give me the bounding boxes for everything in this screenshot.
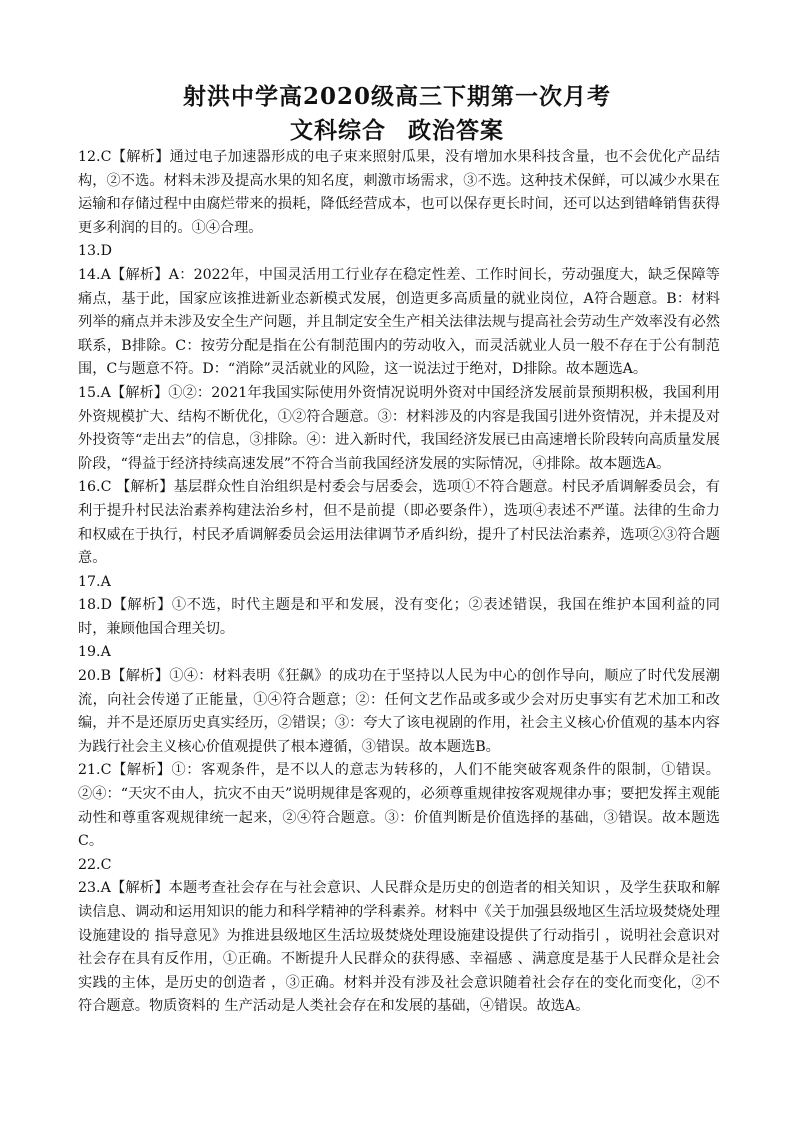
answer-item-21: 21.C【解析】①：客观条件，是不以人的意志为转移的，人们不能突破客观条件的限制，①错误。 ②④：“天灾不由人，抗灾不由天”说明规律是客观的，必须尊重规律按客观规律办事；要把发挥主观能动性和尊重客观规律统一起来，②④符合题意。③：价值判断是价值选择的基础，③错误。故本题选C。	[78, 762, 720, 850]
answer-item-12: 12.C【解析】通过电子加速器形成的电子束来照射瓜果，没有增加水果科技含量，也不会优化产品结构，②不选。材料未涉及提高水果的知名度，刺激市场需求，③不选。这种技术保鲜，可以减少水果在运输和存储过程中由腐烂带来的损耗，降低经营成本，也可以保存更长时间，还可以达到错峰销售获得更多利润的目的。①④合理。	[78, 149, 720, 236]
answer-item-13: 13.D	[78, 243, 112, 260]
answer-item-23: 23.A【解析】本题考查社会存在与社会意识、人民群众是历史的创造者的相关知识 ，及学生获取和解读信息、调动和运用知识的能力和科学精神的学科素养。材料中《关于加强县级地区生活垃圾焚烧处理设施建设的 指导意见》为推进县级地区生活垃圾焚烧处理设施建设提供了行动指引 ，说明社会意识对社会存在具有反作用，①正确。不断提升人民群众的获得感、幸福感 、满意度是基于人民群众是社会实践的主体，是历史的创造者 ，③正确。材料并没有涉及社会意识随着社会存在的变化而变化，②不符合题意。物质资料的 生产活动是人类社会存在和发展的基础，④错误。故选A。	[78, 880, 720, 1015]
document-title: 射洪中学高2020级高三下期第一次月考	[182, 83, 611, 110]
subtitle-subject: 文科综合	[290, 117, 386, 144]
answer-item-20: 20.B【解析】①④：材料表明《狂飙》的成功在于坚持以人民为中心的创作导向，顺应了时代发展潮流，向社会传递了正能量，①④符合题意；②：任何文艺作品或多或少会对历史事实有艺术加工和改编，并不是还原历史真实经历，②错误；③：夸大了该电视剧的作用，社会主义核心价值观的基本内容为践行社会主义核心价值观提供了根本遵循，③错误。故本题选B。	[78, 668, 720, 755]
document-subtitle	[0, 112, 794, 145]
answer-item-15: 15.A【解析】①②：2021年我国实际使用外资情况说明外资对中国经济发展前景预期积极，我国利用外资规模扩大、结构不断优化，①②符合题意。③：材料涉及的内容是我国引进外资情况，并未提及对外投资等“走出去”的信息，③排除。④：进入新时代，我国经济发展已由高速增长阶段转向高质量发展阶段，“得益于经济持续高速发展”不符合当前我国经济发展的实际情况，④排除。故本题选A。	[78, 384, 720, 472]
answer-item-19: 19.A	[78, 644, 111, 661]
answer-item-18: 18.D【解析】①不选，时代主题是和平和发展，没有变化；②表述错误，我国在维护本国利益的同时，兼顾他国合理关切。	[78, 597, 720, 637]
answer-list	[78, 146, 720, 1019]
subtitle-answer-label: 政治答案	[408, 117, 504, 144]
answer-item-16: 16.C 【解析】基层群众性自治组织是村委会与居委会，选项①不符合题意。村民矛盾调解委员会，有利于提升村民法治素养构建法治乡村，但不是前提（即必要条件），选项④表述不严谨。法律的生命力和权威在于执行，村民矛盾调解委员会运用法律调节矛盾纠纷，提升了村民法治素养，选项②③符合题意。	[78, 479, 720, 567]
answer-item-22: 22.C	[78, 856, 112, 873]
answer-item-14: 14.A【解析】A：2022年，中国灵活用工行业存在稳定性差、工作时间长，劳动强度大，缺乏保障等痛点，基于此，国家应该推进新业态新模式发展，创造更多高质量的就业岗位，A符合题意。B：材料列举的痛点并未涉及安全生产问题，并且制定安全生产相关法律法规与提高社会劳动生产效率没有必然联系，B排除。C：按劳分配是指在公有制范围内的劳动收入，而灵活就业人员一般不存在于公有制范围，C与题意不符。D：“消除”灵活就业的风险，这一说法过于绝对，D排除。故本题选A。	[78, 266, 720, 378]
answer-item-17: 17.A	[78, 573, 111, 590]
